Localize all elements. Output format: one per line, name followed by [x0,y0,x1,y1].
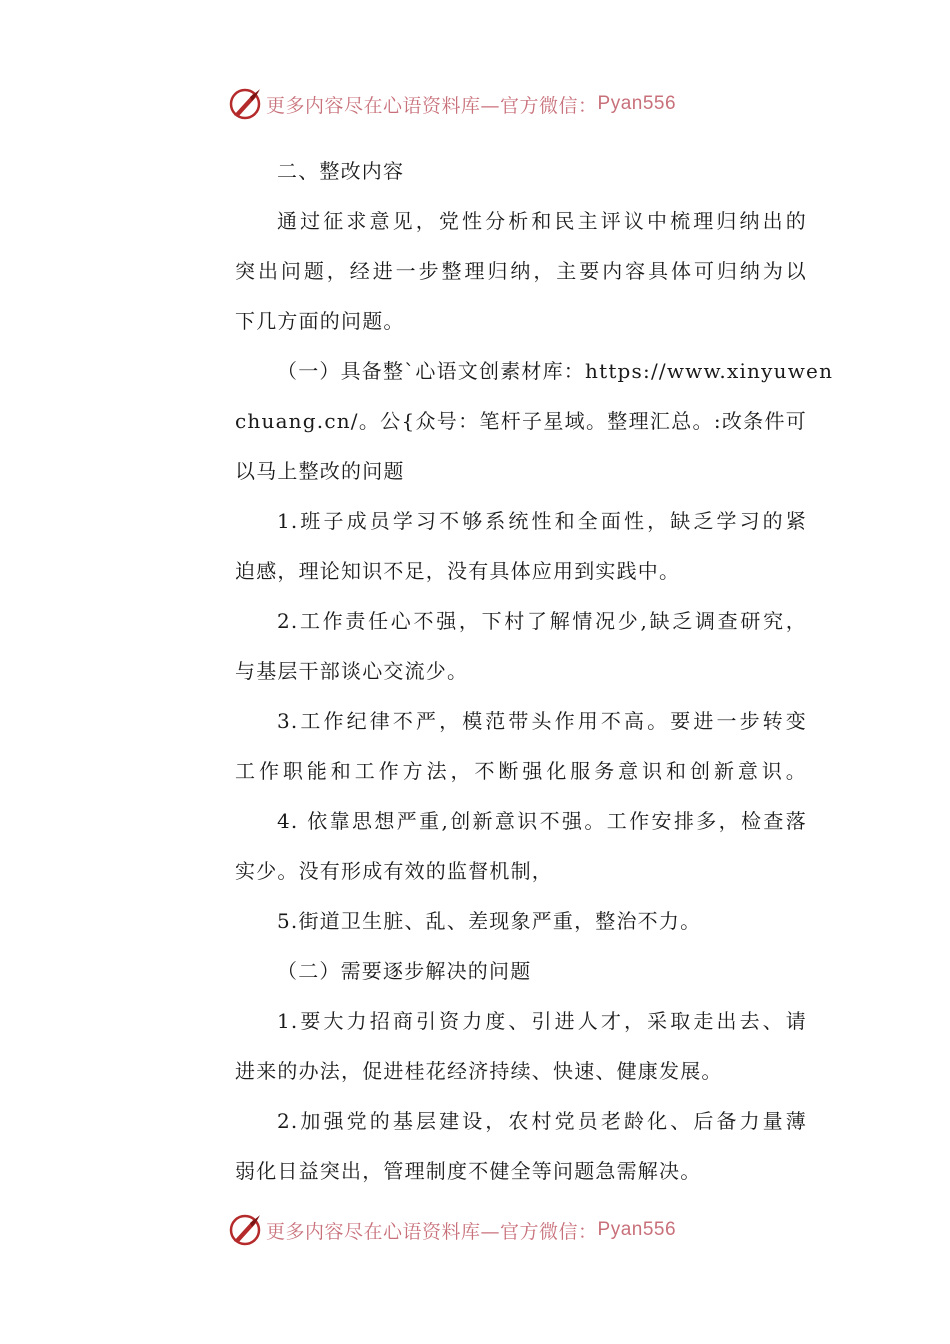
paragraph-line: 下几方面的问题。 [235,309,405,333]
paragraph-line: 实少。没有形成有效的监督机制， [235,859,553,883]
header-banner [228,86,676,122]
paragraph-line: 4. 依靠思想严重,创新意识不强。工作安排多，检查落 [277,809,807,833]
paragraph-line: 弱化日益突出，管理制度不健全等问题急需解决。 [235,1159,702,1183]
section-heading: （二）需要逐步解决的问题 [277,959,532,983]
header-banner-text: 更多内容尽在心语资料库—官方微信： [266,94,598,117]
paragraph-line: 突出问题，经进一步整理归纳，主要内容具体可归纳为以 [235,259,807,283]
paragraph-line: 工作职能和工作方法，不断强化服务意识和创新意识。 [235,759,807,783]
paragraph-line: 与基层干部谈心交流少。 [235,659,469,683]
footer-banner-wechat: Pyan556 [597,1219,677,1240]
paragraph-line: （一）具备整`心语文创素材库：https://www.xinyuwen [277,359,834,383]
paragraph-line: 进来的办法，促进桂花经济持续、快速、健康发展。 [235,1059,723,1083]
header-banner-wechat: Pyan556 [597,93,677,114]
paragraph-line: 迫感，理论知识不足，没有具体应用到实践中。 [235,559,681,583]
section-heading: 二、整改内容 [277,159,405,183]
paragraph-line: 2.加强党的基层建设，农村党员老龄化、后备力量薄 [277,1109,807,1133]
paragraph-line: 3.工作纪律不严，模范带头作用不高。要进一步转变 [277,709,807,733]
paragraph-line: chuang.cn/。公{众号：笔杆子星域。整理汇总。:改条件可 [235,409,807,433]
footer-banner-text: 更多内容尽在心语资料库—官方微信： [266,1220,598,1243]
footer-banner [228,1212,676,1248]
document-body [235,146,834,1196]
paragraph-line: 通过征求意见，党性分析和民主评议中梳理归纳出的 [277,209,807,233]
paragraph-line: 1.要大力招商引资力度、引进人才，采取走出去、请 [277,1009,807,1033]
quill-logo-icon [228,1213,262,1247]
paragraph-line: 2.工作责任心不强，下村了解情况少,缺乏调查研究， [277,609,807,633]
paragraph-line: 以马上整改的问题 [235,459,405,483]
quill-logo-icon [228,87,262,121]
paragraph-line: 1.班子成员学习不够系统性和全面性，缺乏学习的紧 [277,509,807,533]
paragraph-line: 5.街道卫生脏、乱、差现象严重，整治不力。 [277,909,702,933]
